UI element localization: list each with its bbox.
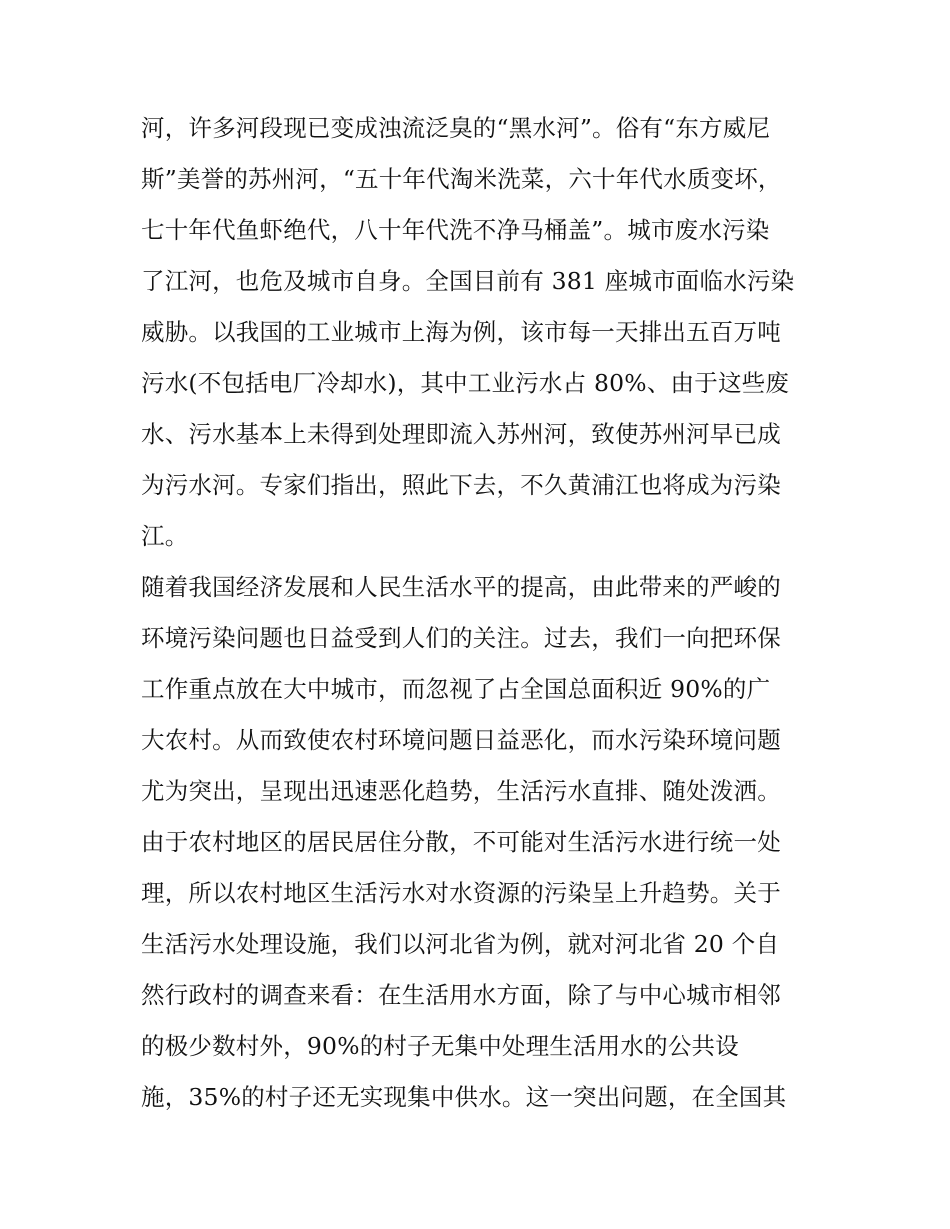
text-line: 施，35%的村子还无实现集中供水。这一突出问题，在全国其 (141, 1083, 787, 1111)
text-line: 生活污水处理设施，我们以河北省为例，就对河北省 20 个自 (141, 930, 780, 958)
text-line: 了江河，也危及城市自身。全国目前有 381 座城市面临水污染 (141, 267, 795, 295)
text-line: 威胁。以我国的工业城市上海为例，该市每一天排出五百万吨 (141, 318, 781, 346)
text-line: 江。 (141, 522, 189, 550)
text-line: 七十年代鱼虾绝代，八十年代洗不净马桶盖”。城市废水污染 (141, 216, 770, 244)
text-line: 由于农村地区的居民居住分散，不可能对生活污水进行统一处 (141, 828, 781, 856)
text-line: 工作重点放在大中城市，而忽视了占全国总面积近 90%的广 (141, 675, 771, 703)
text-line: 河，许多河段现已变成浊流泛臭的“黑水河”。俗有“东方威尼 (141, 114, 771, 142)
text-line: 水、污水基本上未得到处理即流入苏州河，致使苏州河早已成 (141, 420, 781, 448)
text-line: 为污水河。专家们指出，照此下去，不久黄浦江也将成为污染 (141, 471, 781, 499)
text-line: 的极少数村外，90%的村子无集中处理生活用水的公共设 (141, 1032, 739, 1060)
text-line: 然行政村的调查来看：在生活用水方面，除了与中心城市相邻 (141, 981, 781, 1009)
text-line: 环境污染问题也日益受到人们的关注。过去，我们一向把环保 (141, 624, 781, 652)
body-text (141, 103, 821, 1123)
text-line: 尤为突出，呈现出迅速恶化趋势，生活污水直排、随处泼洒。 (141, 777, 781, 805)
text-line: 污水(不包括电厂冷却水)，其中工业污水占 80%、由于这些废 (141, 369, 790, 397)
text-line: 随着我国经济发展和人民生活水平的提高，由此带来的严峻的 (141, 573, 781, 601)
text-line: 大农村。从而致使农村环境问题日益恶化，而水污染环境问题 (141, 726, 781, 754)
text-line: 理，所以农村地区生活污水对水资源的污染呈上升趋势。关于 (141, 879, 781, 907)
text-line: 斯”美誉的苏州河，“五十年代淘米洗菜，六十年代水质变坏， (141, 165, 782, 193)
